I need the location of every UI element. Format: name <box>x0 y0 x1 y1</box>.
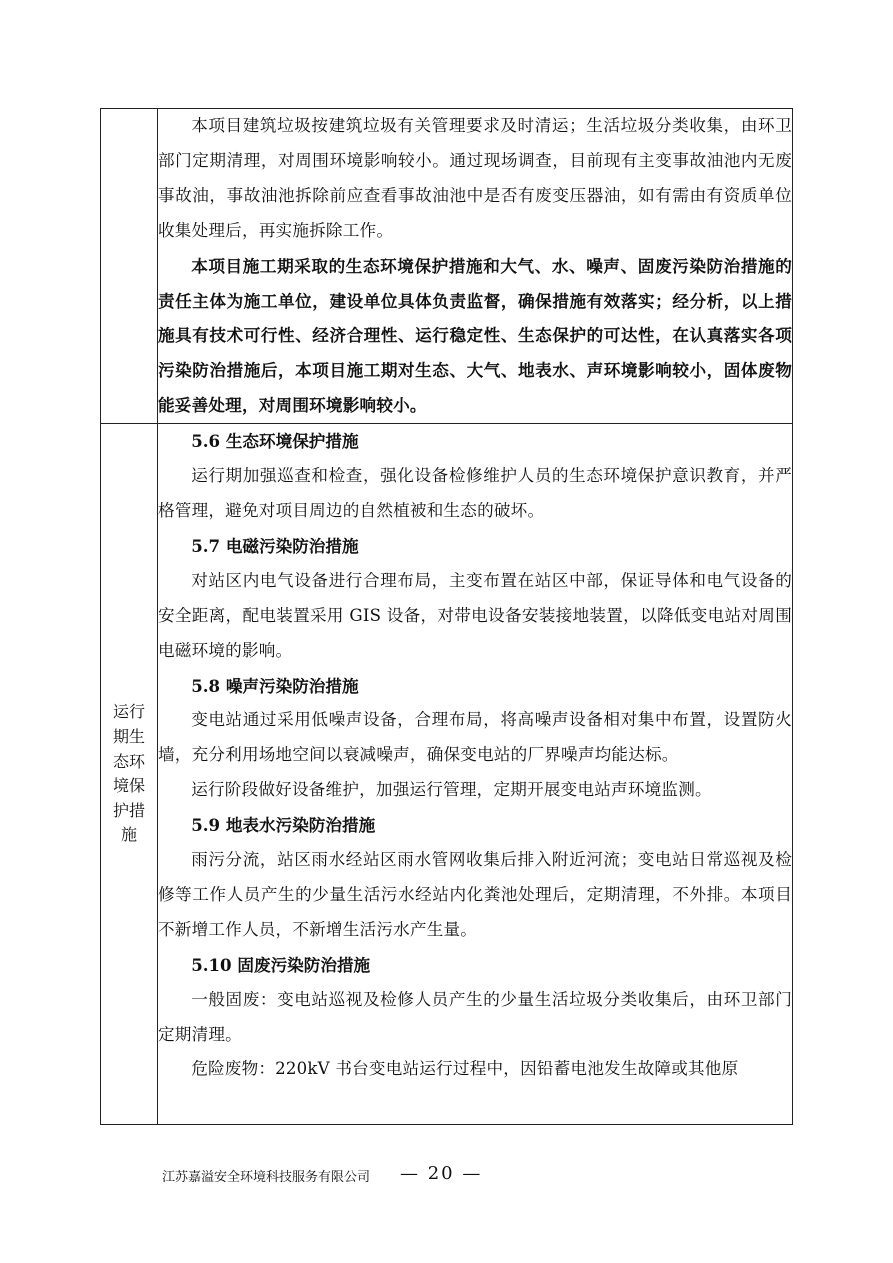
table-row-operation <box>101 424 793 1125</box>
paragraph: 变电站通过采用低噪声设备，合理布局，将高噪声设备相对集中布置，设置防火墙，充分利用场地空间以衰减噪声，确保变电站的厂界噪声均能达标。 <box>158 710 792 765</box>
section-heading: 5.9 地表水污染防治措施 <box>191 815 376 836</box>
section-heading: 5.8 噪声污染防治措施 <box>191 675 359 696</box>
paragraph: 一般固废：变电站巡视及检修人员产生的少量生活垃圾分类收集后，由环卫部门定期清理。 <box>158 989 792 1044</box>
section-heading: 5.7 电磁污染防治措施 <box>191 535 359 556</box>
paragraph: 对站区内电气设备进行合理布局，主变布置在站区中部，保证导体和电气设备的安全距离，配电装置采用 GIS 设备，对带电设备安装接地装置，以降低变电站对周围电磁环境的影响。 <box>158 570 792 660</box>
paragraph: 雨污分流，站区雨水经站区雨水管网收集后排入附近河流；变电站日常巡视及检修等工作人员产生的少量生活污水经站内化粪池处理后，定期清理，不外排。本项目不新增工作人员，不新增生活污水产生量。 <box>158 850 792 939</box>
page-number: — 20 — <box>400 1163 483 1184</box>
section-heading: 5.6 生态环境保护措施 <box>191 431 359 452</box>
paragraph: 危险废物：220kV 书台变电站运行过程中，因铅蓄电池发生故障或其他原 <box>191 1059 739 1079</box>
side-label: 运行期生态环境保护措施 <box>112 702 145 845</box>
paragraph: 运行阶段做好设备维护，加强运行管理，定期开展变电站声环境监测。 <box>191 780 712 800</box>
paragraph: 本项目建筑垃圾按建筑垃圾有关管理要求及时清运；生活垃圾分类收集，由环卫部门定期清理，对周围环境影响较小。通过现场调查，目前现有主变事故油池内无废事故油，事故油池拆除前应查看事故油池中是否有废变压器油，如有需由有资质单位收集处理后，再实施拆除工作。 <box>158 116 792 240</box>
content-cell <box>158 424 793 1125</box>
side-label-cell <box>101 424 158 1125</box>
paragraph: 运行期加强巡查和检查，强化设备检修维护人员的生态环境保护意识教育，并严格管理，避免对项目周边的自然植被和生态的破坏。 <box>158 466 792 520</box>
side-label-cell <box>101 109 158 424</box>
section-heading: 5.10 固废污染防治措施 <box>191 954 371 975</box>
company-name: 江苏嘉溢安全环境科技服务有限公司 <box>162 1170 371 1185</box>
table-row-construction <box>101 109 793 424</box>
content-cell <box>158 109 793 424</box>
measures-table <box>100 108 793 1125</box>
paragraph: 本项目施工期采取的生态环境保护措施和大气、水、噪声、固废污染防治措施的责任主体为施工单位，建设单位具体负责监督，确保措施有效落实；经分析，以上措施具有技术可行性、经济合理性、运行稳定性、生态保护的可达性，在认真落实各项污染防治措施后，本项目施工期对生态、大气、地表水、声环境影响较小，固体废物能妥善处理，对周围环境影响较小。 <box>158 255 792 416</box>
